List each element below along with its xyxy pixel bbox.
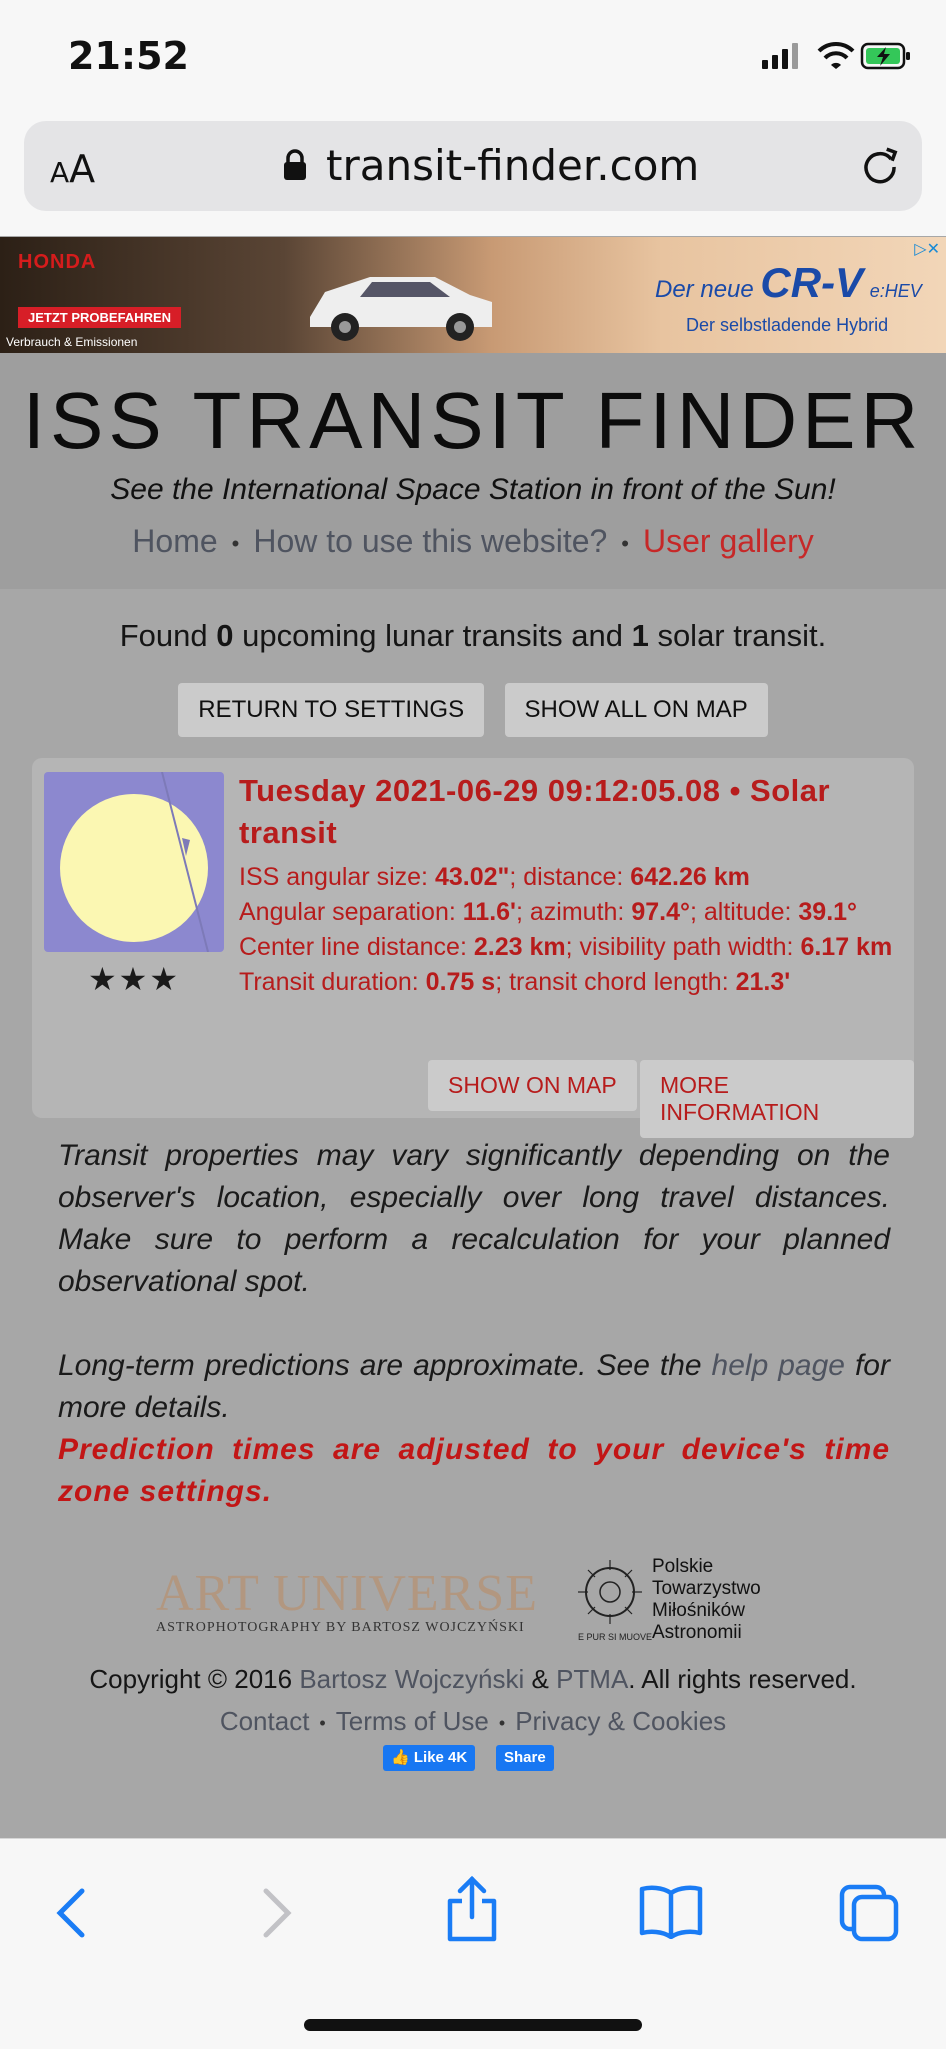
signal-wifi-battery-icons — [762, 38, 912, 72]
copyright-prefix: Copyright © 2016 — [89, 1664, 293, 1694]
ptma-line-1: Polskie — [652, 1556, 714, 1577]
transit-thumbnail[interactable] — [44, 772, 224, 952]
ad-brand: HONDA — [18, 251, 97, 273]
fb-like-label: Like 4K — [413, 1749, 468, 1766]
ptma-name[interactable] — [652, 1556, 761, 1644]
more-information-button[interactable]: MORE INFORMATION — [640, 1060, 914, 1138]
privacy-link[interactable]: Privacy & Cookies — [515, 1706, 727, 1736]
bookmarks-icon[interactable] — [638, 1883, 704, 1944]
thumbs-up-icon: 👍 — [391, 1749, 410, 1766]
distance-label: ; distance: — [509, 863, 624, 891]
longterm-prefix: Long-term predictions are approximate. See the — [58, 1349, 702, 1382]
author-link[interactable]: Bartosz Wojczyński — [299, 1664, 525, 1694]
notes-section — [58, 1135, 890, 1513]
footer-separator: • — [498, 1712, 506, 1733]
home-indicator — [304, 2019, 642, 2031]
center-value: 2.23 km — [473, 933, 566, 961]
distance-value: 642.26 km — [630, 863, 750, 891]
show-on-map-button[interactable]: SHOW ON MAP — [428, 1060, 637, 1111]
site-title: ISS TRANSIT FINDER — [22, 376, 924, 465]
lock-icon — [282, 149, 308, 186]
share-icon[interactable] — [444, 1875, 500, 1948]
ptma-line-3: Miłośników — [652, 1600, 745, 1621]
nav-separator: • — [231, 530, 240, 556]
altitude-value: 39.1° — [798, 898, 858, 926]
tabs-icon[interactable] — [838, 1883, 902, 1948]
lunar-count: 0 — [216, 618, 234, 653]
transit-details — [239, 860, 909, 1000]
url-text[interactable]: transit-finder.com — [326, 141, 700, 190]
site-header — [0, 353, 946, 589]
detail-line-duration — [239, 965, 909, 1000]
separation-value: 11.6' — [462, 898, 516, 926]
art-universe-logo[interactable] — [156, 1565, 539, 1636]
center-label: Center line distance: — [239, 933, 467, 961]
variation-note: Transit properties may vary significantly depending on the observer's location, especially over long travel distances. Make sure to perform a recalculation for your planned observational spot. — [58, 1139, 890, 1298]
longterm-note — [58, 1345, 890, 1429]
footer-separator: • — [319, 1712, 326, 1733]
address-bar[interactable] — [24, 121, 922, 211]
chord-label: ; transit chord length: — [495, 968, 729, 996]
footer-links — [0, 1706, 946, 1737]
nav-how-to-link[interactable]: How to use this website? — [253, 523, 608, 559]
back-icon[interactable] — [52, 1883, 92, 1948]
angular-size-value: 43.02" — [434, 863, 510, 891]
ptma-motto: E PUR SI MUOVE — [578, 1632, 653, 1642]
ad-model — [655, 259, 922, 307]
show-all-on-map-button[interactable]: SHOW ALL ON MAP — [505, 683, 768, 737]
ad-close-icon[interactable]: ▷✕ — [914, 241, 940, 258]
width-value: 6.17 km — [800, 933, 893, 961]
terms-link[interactable]: Terms of Use — [335, 1706, 489, 1736]
transit-title: Tuesday 2021-06-29 09:12:05.08 • Solar transit — [239, 773, 831, 850]
results-summary — [0, 618, 946, 654]
width-label: ; visibility path width: — [565, 933, 794, 961]
signal-icon — [762, 43, 798, 69]
summary-middle: upcoming lunar transits and — [242, 618, 623, 653]
wifi-icon — [819, 44, 853, 69]
spacer — [58, 1303, 890, 1345]
ptma-line-2: Towarzystwo — [652, 1578, 761, 1599]
ad-badge: e:HEV — [869, 281, 922, 301]
facebook-share-button[interactable]: Share — [496, 1745, 554, 1771]
status-bar — [0, 0, 946, 118]
ad-tagline: Der selbstladende Hybrid — [686, 315, 889, 335]
site-tagline: See the International Space Station in front of the Sun! — [110, 473, 836, 506]
summary-prefix: Found — [119, 618, 208, 653]
partner-logos — [0, 1556, 946, 1656]
azimuth-label: ; azimuth: — [516, 898, 625, 926]
duration-value: 0.75 s — [425, 968, 496, 996]
rating-stars: ★★★ — [87, 961, 181, 997]
ptma-link[interactable]: PTMA — [556, 1664, 629, 1694]
browser-address-area — [0, 118, 946, 236]
chord-value: 21.3' — [735, 968, 791, 996]
browser-toolbar — [0, 1838, 946, 2049]
nav-separator: • — [621, 530, 629, 556]
site-nav — [0, 523, 946, 560]
copyright-amp: & — [531, 1664, 549, 1694]
help-page-link[interactable]: help page — [711, 1349, 845, 1382]
facebook-like-button[interactable] — [383, 1745, 475, 1771]
art-universe-subtitle: ASTROPHOTOGRAPHY BY BARTOSZ WOJCZYŃSKI — [156, 1620, 525, 1635]
ad-model-name: CR-V — [760, 259, 864, 306]
detail-line-path — [239, 930, 909, 965]
ad-model-prefix: Der neue — [655, 276, 754, 303]
battery-icon — [862, 44, 910, 68]
ad-cta-button[interactable]: JETZT PROBEFAHREN — [18, 307, 181, 328]
ptma-line-4: Astronomii — [652, 1622, 742, 1643]
ad-banner[interactable] — [0, 237, 946, 353]
art-universe-title: ART UNIVERSE — [156, 1565, 539, 1622]
azimuth-value: 97.4° — [631, 898, 690, 926]
summary-suffix: solar transit. — [657, 618, 827, 653]
solar-count: 1 — [631, 618, 649, 653]
duration-label: Transit duration: — [239, 968, 419, 996]
copyright-suffix: . All rights reserved. — [628, 1664, 857, 1694]
detail-line-size — [239, 860, 909, 895]
sun-icon — [44, 772, 224, 952]
return-to-settings-button[interactable]: RETURN TO SETTINGS — [178, 683, 484, 737]
angular-size-label: ISS angular size: — [239, 863, 428, 891]
car-image — [300, 247, 500, 347]
detail-line-angles — [239, 895, 909, 930]
nav-home-link[interactable]: Home — [132, 523, 218, 559]
status-time: 21:52 — [68, 34, 189, 78]
separation-label: Angular separation: — [239, 898, 456, 926]
status-icons — [762, 38, 912, 77]
reload-icon[interactable] — [858, 143, 902, 192]
longterm-suffix: for more details. — [58, 1349, 890, 1424]
action-buttons — [0, 683, 946, 737]
timezone-warning: Prediction times are adjusted to your device's time zone settings. — [58, 1433, 890, 1508]
nav-gallery-link[interactable]: User gallery — [643, 523, 814, 559]
ptma-emblem-icon[interactable] — [578, 1556, 642, 1635]
altitude-label: ; altitude: — [689, 898, 792, 926]
forward-icon[interactable] — [256, 1883, 296, 1948]
ad-fine-print: Verbrauch & Emissionen — [6, 335, 138, 349]
reader-aa-button[interactable]: AA — [50, 147, 96, 191]
transit-card — [32, 758, 914, 1125]
copyright-line — [0, 1664, 946, 1695]
contact-link[interactable]: Contact — [219, 1706, 310, 1736]
